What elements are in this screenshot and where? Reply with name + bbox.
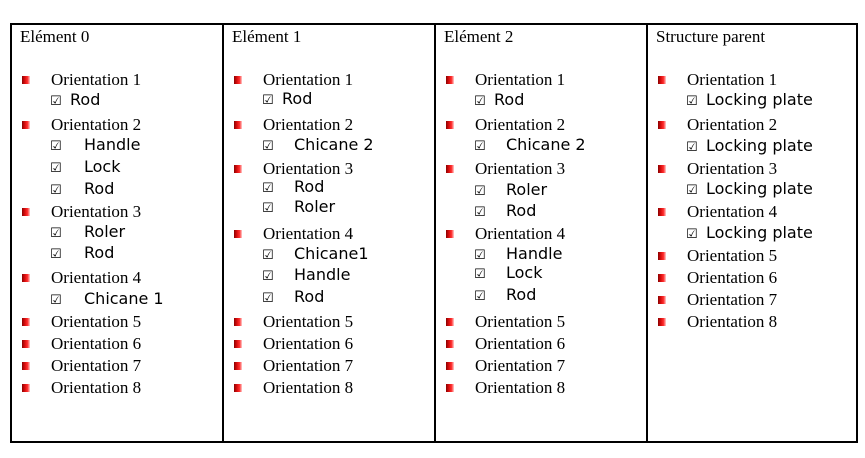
orientation-row: [446, 334, 565, 354]
checkbox-icon: ☑: [50, 246, 62, 262]
checkbox-icon: ☑: [50, 225, 62, 241]
orientation-row: [234, 356, 353, 376]
component-label: Rod: [84, 243, 115, 262]
orientation-label: Orientation 5: [51, 312, 142, 331]
bullet-icon: [446, 76, 454, 84]
orientation-row: [22, 356, 141, 376]
orientation-label: Orientation 5: [475, 312, 566, 331]
bullet-icon: [658, 318, 666, 326]
column-title: Elément 1: [232, 27, 302, 46]
component-item: [474, 244, 563, 265]
column-0: [12, 25, 224, 441]
component-label: Roler: [294, 197, 336, 216]
component-label: Chicane 1: [84, 289, 164, 308]
checkbox-icon: ☑: [50, 292, 62, 308]
column-3: [648, 25, 856, 441]
component-item: [686, 136, 813, 157]
bullet-icon: [658, 252, 666, 260]
orientation-row: [658, 290, 777, 310]
orientation-label: Orientation 1: [263, 70, 354, 89]
checkbox-icon: ☑: [50, 138, 62, 154]
orientation-label: Orientation 6: [475, 334, 566, 353]
bullet-icon: [658, 121, 666, 129]
orientation-row: [658, 312, 777, 332]
component-label: Handle: [84, 135, 141, 154]
orientation-row: [234, 70, 353, 90]
orientation-row: [234, 115, 353, 135]
component-label: Locking plate: [706, 90, 813, 109]
checkbox-icon: ☑: [262, 268, 274, 284]
orientation-label: Orientation 1: [475, 70, 566, 89]
orientation-row: [446, 70, 565, 90]
component-label: Rod: [506, 285, 537, 304]
checkbox-icon: ☑: [686, 226, 698, 242]
component-label: Rod: [84, 179, 115, 198]
component-item: [474, 263, 543, 284]
orientation-label: Orientation 6: [51, 334, 142, 353]
checkbox-icon: ☑: [50, 182, 62, 198]
component-label: Chicane1: [294, 244, 369, 263]
bullet-icon: [658, 208, 666, 216]
component-item: [262, 177, 325, 198]
orientation-label: Orientation 4: [263, 224, 354, 243]
orientation-label: Orientation 2: [475, 115, 566, 134]
orientation-row: [658, 70, 777, 90]
component-item: [474, 285, 537, 306]
orientation-row: [234, 159, 353, 179]
component-item: [686, 179, 813, 200]
component-item: [50, 222, 126, 243]
orientation-label: Orientation 2: [51, 115, 142, 134]
orientation-row: [22, 334, 141, 354]
bullet-icon: [22, 208, 30, 216]
bullet-icon: [234, 362, 242, 370]
bullet-icon: [22, 121, 30, 129]
bullet-icon: [234, 230, 242, 238]
orientation-row: [658, 246, 777, 266]
orientation-label: Orientation 2: [263, 115, 354, 134]
bullet-icon: [446, 384, 454, 392]
component-item: [262, 197, 336, 218]
component-label: Locking plate: [706, 136, 813, 155]
component-item: [262, 287, 325, 308]
bullet-icon: [234, 121, 242, 129]
orientation-label: Orientation 8: [51, 378, 142, 397]
component-item: [262, 244, 369, 265]
orientation-label: Orientation 5: [687, 246, 778, 265]
orientation-label: Orientation 4: [475, 224, 566, 243]
orientation-row: [446, 356, 565, 376]
component-label: Handle: [506, 244, 563, 263]
orientation-row: [22, 378, 141, 398]
bullet-icon: [658, 76, 666, 84]
bullet-icon: [234, 76, 242, 84]
component-label: Roler: [506, 180, 548, 199]
bullet-icon: [658, 165, 666, 173]
orientation-row: [234, 334, 353, 354]
orientation-row: [22, 70, 141, 90]
checkbox-icon: ☑: [686, 139, 698, 155]
orientation-label: Orientation 7: [687, 290, 778, 309]
checkbox-icon: ☑: [262, 138, 274, 154]
bullet-icon: [658, 274, 666, 282]
orientation-label: Orientation 8: [475, 378, 566, 397]
orientation-row: [234, 312, 353, 332]
checkbox-icon: ☑: [474, 247, 486, 263]
checkbox-icon: ☑: [262, 200, 274, 216]
checkbox-icon: ☑: [474, 183, 486, 199]
component-item: [686, 90, 813, 111]
orientation-row: [22, 268, 141, 288]
orientation-row: [446, 378, 565, 398]
orientation-row: [446, 312, 565, 332]
checkbox-icon: ☑: [474, 138, 486, 154]
component-label: Locking plate: [706, 179, 813, 198]
orientation-row: [446, 224, 565, 244]
component-item: [50, 135, 141, 156]
orientation-row: [658, 159, 777, 179]
checkbox-icon: ☑: [474, 266, 486, 282]
component-item: [686, 223, 813, 244]
bullet-icon: [446, 121, 454, 129]
checkbox-icon: ☑: [686, 93, 698, 109]
component-label: Chicane 2: [506, 135, 586, 154]
bullet-icon: [22, 340, 30, 348]
orientation-label: Orientation 7: [263, 356, 354, 375]
component-label: Rod: [506, 201, 537, 220]
bullet-icon: [234, 318, 242, 326]
bullet-icon: [234, 165, 242, 173]
bullet-icon: [446, 362, 454, 370]
orientation-label: Orientation 5: [263, 312, 354, 331]
checkbox-icon: ☑: [686, 182, 698, 198]
orientation-row: [658, 115, 777, 135]
orientation-label: Orientation 3: [475, 159, 566, 178]
component-item: [474, 180, 548, 201]
orientation-row: [446, 115, 565, 135]
orientation-label: Orientation 3: [687, 159, 778, 178]
component-item: [50, 179, 115, 200]
bullet-icon: [446, 165, 454, 173]
bullet-icon: [446, 230, 454, 238]
component-item: [50, 289, 164, 310]
column-title: Structure parent: [656, 27, 766, 46]
component-label: Rod: [282, 89, 313, 108]
component-item: [474, 135, 586, 156]
component-label: Rod: [70, 90, 101, 109]
component-label: Chicane 2: [294, 135, 374, 154]
checkbox-icon: ☑: [474, 93, 486, 109]
checkbox-icon: ☑: [262, 290, 274, 306]
component-label: Lock: [506, 263, 543, 282]
orientation-label: Orientation 8: [687, 312, 778, 331]
bullet-icon: [446, 318, 454, 326]
orientation-label: Orientation 6: [687, 268, 778, 287]
orientation-label: Orientation 3: [51, 202, 142, 221]
column-title: Elément 2: [444, 27, 514, 46]
orientation-table: [10, 23, 858, 443]
component-label: Rod: [494, 90, 525, 109]
column-title: Elément 0: [20, 27, 90, 46]
checkbox-icon: ☑: [262, 247, 274, 263]
orientation-label: Orientation 1: [687, 70, 778, 89]
checkbox-icon: ☑: [474, 204, 486, 220]
orientation-row: [22, 312, 141, 332]
orientation-row: [22, 115, 141, 135]
column-1: [224, 25, 436, 441]
checkbox-icon: ☑: [262, 180, 274, 196]
checkbox-icon: ☑: [474, 288, 486, 304]
orientation-row: [446, 159, 565, 179]
orientation-label: Orientation 1: [51, 70, 142, 89]
component-item: [262, 265, 351, 286]
component-item: [262, 89, 313, 110]
orientation-label: Orientation 7: [51, 356, 142, 375]
bullet-icon: [234, 384, 242, 392]
component-label: Lock: [84, 157, 121, 176]
orientation-row: [234, 378, 353, 398]
orientation-row: [22, 202, 141, 222]
orientation-row: [234, 224, 353, 244]
orientation-label: Orientation 7: [475, 356, 566, 375]
component-label: Rod: [294, 287, 325, 306]
component-label: Handle: [294, 265, 351, 284]
checkbox-icon: ☑: [50, 93, 62, 109]
checkbox-icon: ☑: [262, 92, 274, 108]
bullet-icon: [658, 296, 666, 304]
bullet-icon: [234, 340, 242, 348]
checkbox-icon: ☑: [50, 160, 62, 176]
orientation-label: Orientation 4: [687, 202, 778, 221]
component-item: [50, 243, 115, 264]
component-item: [474, 90, 525, 111]
orientation-row: [658, 202, 777, 222]
bullet-icon: [22, 274, 30, 282]
orientation-row: [658, 268, 777, 288]
component-item: [50, 90, 101, 111]
orientation-label: Orientation 8: [263, 378, 354, 397]
orientation-label: Orientation 6: [263, 334, 354, 353]
component-label: Roler: [84, 222, 126, 241]
bullet-icon: [446, 340, 454, 348]
bullet-icon: [22, 318, 30, 326]
component-label: Locking plate: [706, 223, 813, 242]
orientation-label: Orientation 2: [687, 115, 778, 134]
component-item: [474, 201, 537, 222]
column-2: [436, 25, 648, 441]
bullet-icon: [22, 362, 30, 370]
component-item: [262, 135, 374, 156]
component-item: [50, 157, 121, 178]
bullet-icon: [22, 76, 30, 84]
orientation-label: Orientation 3: [263, 159, 354, 178]
bullet-icon: [22, 384, 30, 392]
orientation-label: Orientation 4: [51, 268, 142, 287]
component-label: Rod: [294, 177, 325, 196]
